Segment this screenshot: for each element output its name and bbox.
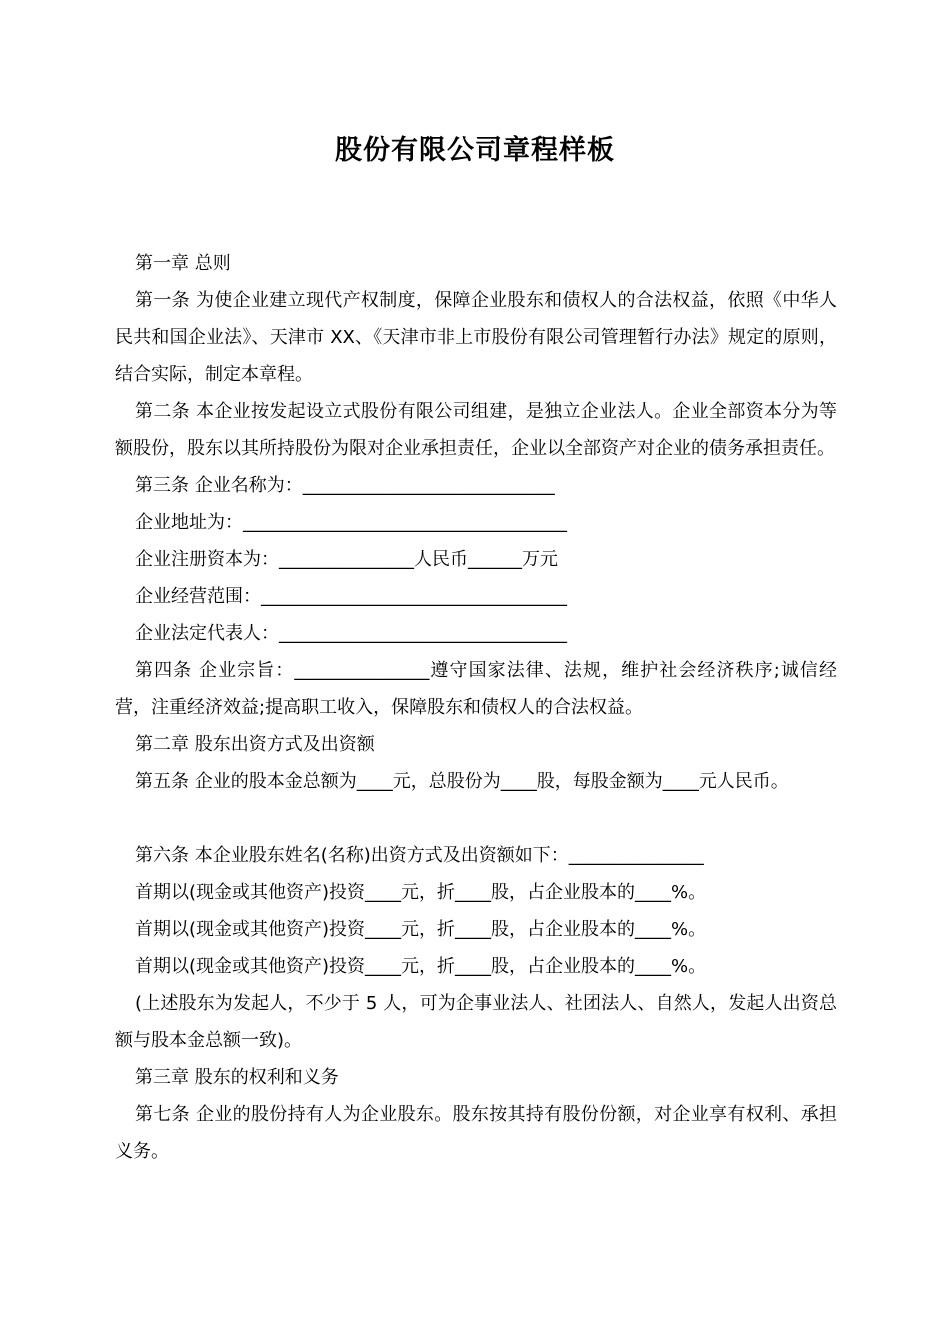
initial-investment-line: 首期以(现金或其他资产)投资____元，折____股，占企业股本的____%。	[135, 919, 707, 940]
document-title: 股份有限公司章程样板	[335, 135, 615, 166]
article-1: 第一条 为使企业建立现代产权制度，保障企业股东和债权人的合法权益，依照《中华人民共和国企业法》、天津市 XX、《天津市非上市股份有限公司管理暂行办法》规定的原则，结合实际，制定本章程。	[115, 290, 837, 385]
company-address-line: 企业地址为：____________________________________	[135, 512, 567, 533]
legal-representative-line: 企业法定代表人：________________________________	[135, 623, 567, 644]
initial-investment-line: 首期以(现金或其他资产)投资____元，折____股，占企业股本的____%。	[135, 956, 707, 977]
initial-investment-line: 首期以(现金或其他资产)投资____元，折____股，占企业股本的____%。	[135, 882, 707, 903]
article-5: 第五条 企业的股本金总额为____元，总股份为____股，每股金额为____元人民币。	[135, 771, 789, 792]
chapter-heading-1: 第一章 总则	[135, 253, 231, 274]
document-body	[115, 245, 837, 1170]
chapter-heading-2: 第二章 股东出资方式及出资额	[135, 734, 375, 755]
chapter-heading-3: 第三章 股东的权利和义务	[135, 1067, 339, 1088]
founders-note: (上述股东为发起人，不少于 5 人，可为企事业法人、社团法人、自然人，发起人出资总额与股本金总额一致)。	[115, 993, 837, 1051]
business-scope-line: 企业经营范围：__________________________________	[135, 586, 567, 607]
blank-line	[115, 800, 837, 837]
article-2: 第二条 本企业按发起设立式股份有限公司组建，是独立企业法人。企业全部资本分为等额股份，股东以其所持股份为限对企业承担责任，企业以全部资产对企业的债务承担责任。	[115, 401, 837, 459]
article-6: 第六条 本企业股东姓名(名称)出资方式及出资额如下：_______________	[135, 845, 704, 866]
article-7: 第七条 企业的股份持有人为企业股东。股东按其持有股份份额，对企业享有权利、承担义务。	[115, 1104, 837, 1162]
article-4: 第四条 企业宗旨：_______________遵守国家法律、法规，维护社会经济秩序;诚信经营，注重经济效益;提高职工收入，保障股东和债权人的合法权益。	[115, 660, 837, 718]
registered-capital-line: 企业注册资本为：_______________人民币______万元	[135, 549, 558, 570]
article-3-company-name: 第三条 企业名称为：____________________________	[135, 475, 555, 496]
